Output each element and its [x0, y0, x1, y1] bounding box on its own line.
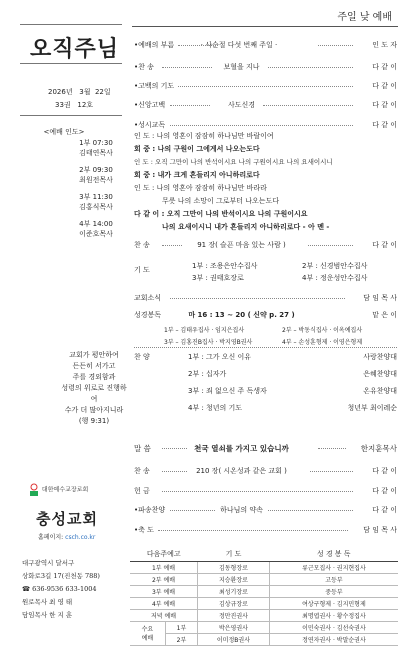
divider	[134, 347, 397, 348]
title-rule-bottom	[20, 63, 122, 64]
choir-anthems: 찬 양 1부 : 그가 오신 이유 사랑찬양대 2부 : 십자가 은혜찬양대 3부 : 죄 없으신 주 독생자 온유찬양대 4부 : 청년의 기도 청년부 최이레순	[134, 353, 397, 412]
homepage-link[interactable]: csch.co.kr	[65, 534, 96, 541]
issue-volume	[55, 100, 93, 110]
reading-line: 인 도 : 나의 영혼아 잠잠히 하나님만 바라라	[134, 184, 267, 192]
scripture-readers: 1부 – 김태우집사 · 임지은집사 2부 – 박동식집사 · 이옥예집사 3부 – 김홍진B집사 · 박지영B권사 4부 – 손성훈형제 · 이영은형제	[164, 327, 363, 346]
table-row: 2부 이미정B권사 정연자권사 · 박말순권사	[130, 634, 398, 646]
worship-leaders-heading: <예배 인도>	[43, 128, 85, 136]
bible-verse: 교회가 평안하여 든든히 서가고 주를 경외함과 성령의 위로로 진행하여 수가 더 많아지니라 (행 9:31)	[61, 351, 127, 425]
prayer-section: 기 도 1부 : 조용은안수집사 2부 : 신경범안수집사 3부 : 권태호장로 4부 : 정운성안수집사	[134, 262, 368, 282]
responsive-reading-text	[134, 130, 333, 234]
service-leader: 김홍식목사	[79, 203, 113, 211]
wednesday-label: 수요 예배	[130, 622, 165, 646]
church-logo-icon	[28, 483, 40, 497]
service-leader: 김태연목사	[79, 149, 113, 157]
header-rule	[132, 26, 398, 27]
date-month: 3월	[79, 88, 91, 96]
reading-line: 나의 요새이시니 내가 흔들리지 아니하리로다 - 아 멘 -	[162, 223, 330, 231]
next-week-schedule	[130, 547, 398, 646]
service-leader: 이준호목사	[79, 230, 113, 238]
left-column	[0, 0, 128, 650]
issue-date	[48, 87, 111, 97]
homepage: 홈페이지: csch.co.kr	[38, 534, 96, 541]
col-next-week: 다음주예고	[130, 547, 198, 562]
service-4: 4부 14:00 이준호목사	[64, 219, 128, 239]
bulletin-title: 오직주님	[30, 37, 120, 62]
reading-line: 다 같 이 : 오직 그만이 나의 반석이시요 나의 구원이시요	[134, 210, 308, 218]
reading-line: 인 도 : 오직 그만이 나의 반석이시요 나의 구원이시요 나의 요새이시니	[134, 158, 333, 166]
reading-line: 회 중 : 내가 크게 흔들리지 아니하리로다	[134, 171, 260, 179]
reading-line: 회 중 : 나의 구원이 그에게서 나오는도다	[134, 145, 260, 153]
title-rule-top	[20, 24, 122, 25]
table-row: 수요 예배 1부 박은영권사 이민숙권사 · 김선숙권사	[130, 622, 398, 634]
service-1: 1부 07:30 김태연목사	[64, 138, 128, 158]
denomination-name: 대한예수교장로회	[41, 486, 89, 494]
church-name: 충성교회	[36, 510, 98, 528]
reading-line: 인 도 : 나의 영혼이 잠잠히 하나님만 바랄이여	[134, 132, 274, 140]
reading-line: 무릇 나의 소망이 그로부터 나오는도다	[162, 197, 280, 205]
table-row: 1부 예배 김동형장로 류근모집사 · 권지현집사	[130, 562, 398, 574]
church-address: 대구광역시 달서구 상화로3길 17(진천동 788) ☎ 636-9536 633-1004 원로목사 최 영 태 담임목사 한 지 훈	[22, 559, 100, 619]
table-row: 저녁 예배 정만진권사 최명엽권사 · 황수정집사	[130, 610, 398, 622]
denomination-logo	[28, 483, 88, 497]
issue-number: 12호	[77, 101, 94, 109]
date-rule	[20, 115, 122, 116]
service-2: 2부 09:30 최원전목사	[64, 165, 128, 185]
service-3: 3부 11:30 김홍식목사	[64, 192, 128, 212]
service-heading: 주일 낮 예배	[337, 12, 392, 23]
order-of-worship: 주일 낮 예배 •예배의 부름 · 사순절 다섯 번째 주일 · 인 도 자 •찬 송 보혈을 지나 다 같 이 •고백의 기도 다 같 이 •신앙고백 사도신경 다 같 이 •성시교독 다 같 이 인 도 : 나의 영혼이 잠잠히 하나님만 바랄이여 회 중 : 나의 구원이 그에게서 나오는도다 인 도 : 오직 그만이 나의 반석이시요 나의 구원이시요 나의 요새이시니 회 중 : 내가 크게 흔들리지 아니하리로다 인 도 : 나의 영혼아 잠잠히 하나님만 바라라 무릇 나의 소망이 그로부터 나오는도다 다 같 이 : 오직 그만이 나의 반석이시요 나의 구원이시요 나의 요새이시니 내가 흔들리지 아니하리로다 - 아 멘 - 찬 송 91 장( 슬픈 마음 있는 사람 ) 다 같 이 기 도 1부 : 조용은안수집사 2부 : 신경범안수집사 3부 : 권태호장로 4부 : 정운성안수집사 교회소식 담 임 목 사 성경봉독 마 16 : 13 ~ 20 ( 신약 p. 27 ) 맡 은 이 1부 – 김태우집사 · 임지은집사 2부 – 박동식집사 · 이옥예집사 3부 – 김홍진B집사 · 박지영B권사 4부 – 손성훈형제 · 이영은형제 찬 양 1부 : 그가 오신 이유 사랑찬양대 2부 : 십자가 은혜찬양대 3부 : 죄 없으신 주 독생자 온유찬양대 4부 : 청년의 기도 청년부 최이레순 말 씀 천국 열쇠를 가지고 있습니까 한지훈목사 찬 송 210 장( 시온성과 같은 교회 ) 다 같 이 헌 금 다 같 이 •파송찬양 하나님의 약속 다 같 이 •축 도 담 임 목 사	[128, 0, 400, 650]
table-row: 4부 예배 김상규장로 여상구형제 · 김지민형제	[130, 598, 398, 610]
col-prayer: 기 도	[198, 547, 270, 562]
table-row: 2부 예배 지승환장로 고등부	[130, 574, 398, 586]
date-year: 2026년	[48, 88, 73, 96]
col-scripture: 성 경 봉 독	[269, 547, 398, 562]
volume-number: 33권	[55, 101, 71, 109]
service-leader: 최원전목사	[79, 176, 113, 184]
table-row: 3부 예배 최성기장로 중등부	[130, 586, 398, 598]
date-day: 22일	[94, 88, 111, 96]
